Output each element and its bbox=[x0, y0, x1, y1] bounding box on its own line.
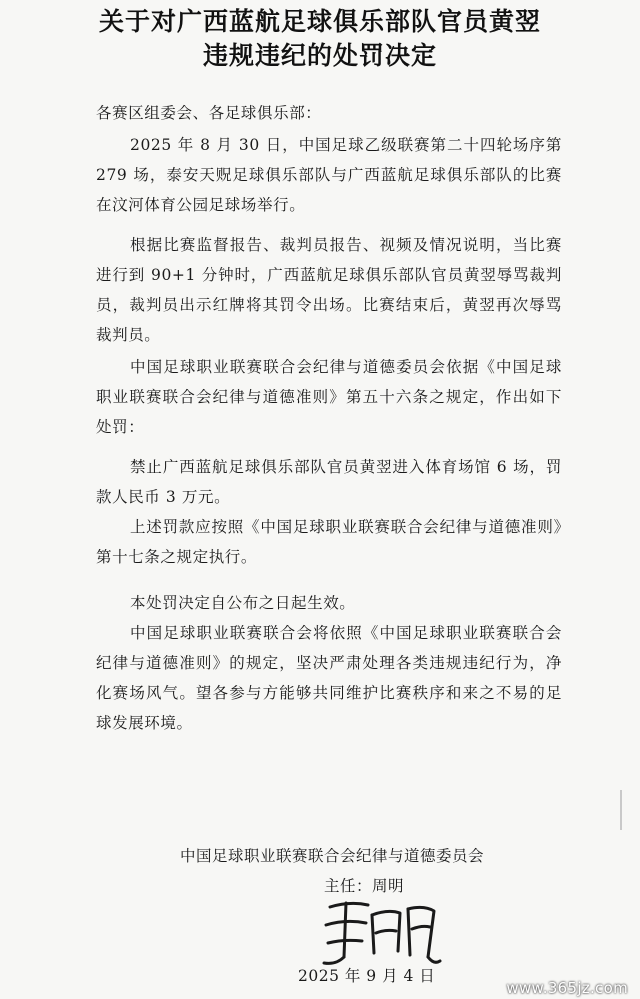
document-date: 2025 年 9 月 4 日 bbox=[298, 967, 436, 985]
scan-edge-mark bbox=[620, 790, 622, 830]
paragraph-incident: 根据比赛监督报告、裁判员报告、视频及情况说明，当比赛进行到 90+1 分钟时，广西蓝航足球俱乐部队官员黄翌辱骂裁判员，裁判员出示红牌将其罚令出场。比赛结束后，黄翌再次辱骂裁判员。 bbox=[96, 236, 562, 344]
paragraph-penalty: 禁止广西蓝航足球俱乐部队官员黄翌进入体育场馆 6 场，罚款人民币 3 万元。 bbox=[96, 458, 562, 506]
paragraph-closing: 中国足球职业联赛联合会将依照《中国足球职业联赛联合会纪律与道德准则》的规定，坚决严肃处理各类违规违纪行为，净化赛场风气。望各参与方能够共同维护比赛秩序和来之不易的足球发展环境。 bbox=[96, 624, 562, 732]
paragraph-basis: 中国足球职业联赛联合会纪律与道德委员会依据《中国足球职业联赛联合会纪律与道德准则》第五十六条之规定，作出如下处罚： bbox=[96, 358, 562, 436]
paragraph-match-info: 2025 年 8 月 30 日，中国足球乙级联赛第二十四轮场序第 279 场，泰安天贶足球俱乐部队与广西蓝航足球俱乐部队的比赛在汶河体育公园足球场举行。 bbox=[96, 136, 562, 214]
signature-organization: 中国足球职业联赛联合会纪律与道德委员会 bbox=[180, 847, 485, 865]
signature-chief: 主任：周明 bbox=[324, 877, 405, 895]
watermark: www.365jz.com bbox=[506, 979, 628, 997]
document-title-line-2: 违规违纪的处罚决定 bbox=[202, 41, 437, 70]
paragraph-fine-execution: 上述罚款应按照《中国足球职业联赛联合会纪律与道德准则》第十七条之规定执行。 bbox=[96, 518, 562, 566]
handwritten-signature bbox=[316, 895, 446, 973]
salutation: 各赛区组委会、各足球俱乐部： bbox=[96, 104, 322, 122]
paragraph-effective: 本处罚决定自公布之日起生效。 bbox=[130, 594, 356, 612]
document-title-line-1: 关于对广西蓝航足球俱乐部队官员黄翌 bbox=[98, 7, 541, 36]
